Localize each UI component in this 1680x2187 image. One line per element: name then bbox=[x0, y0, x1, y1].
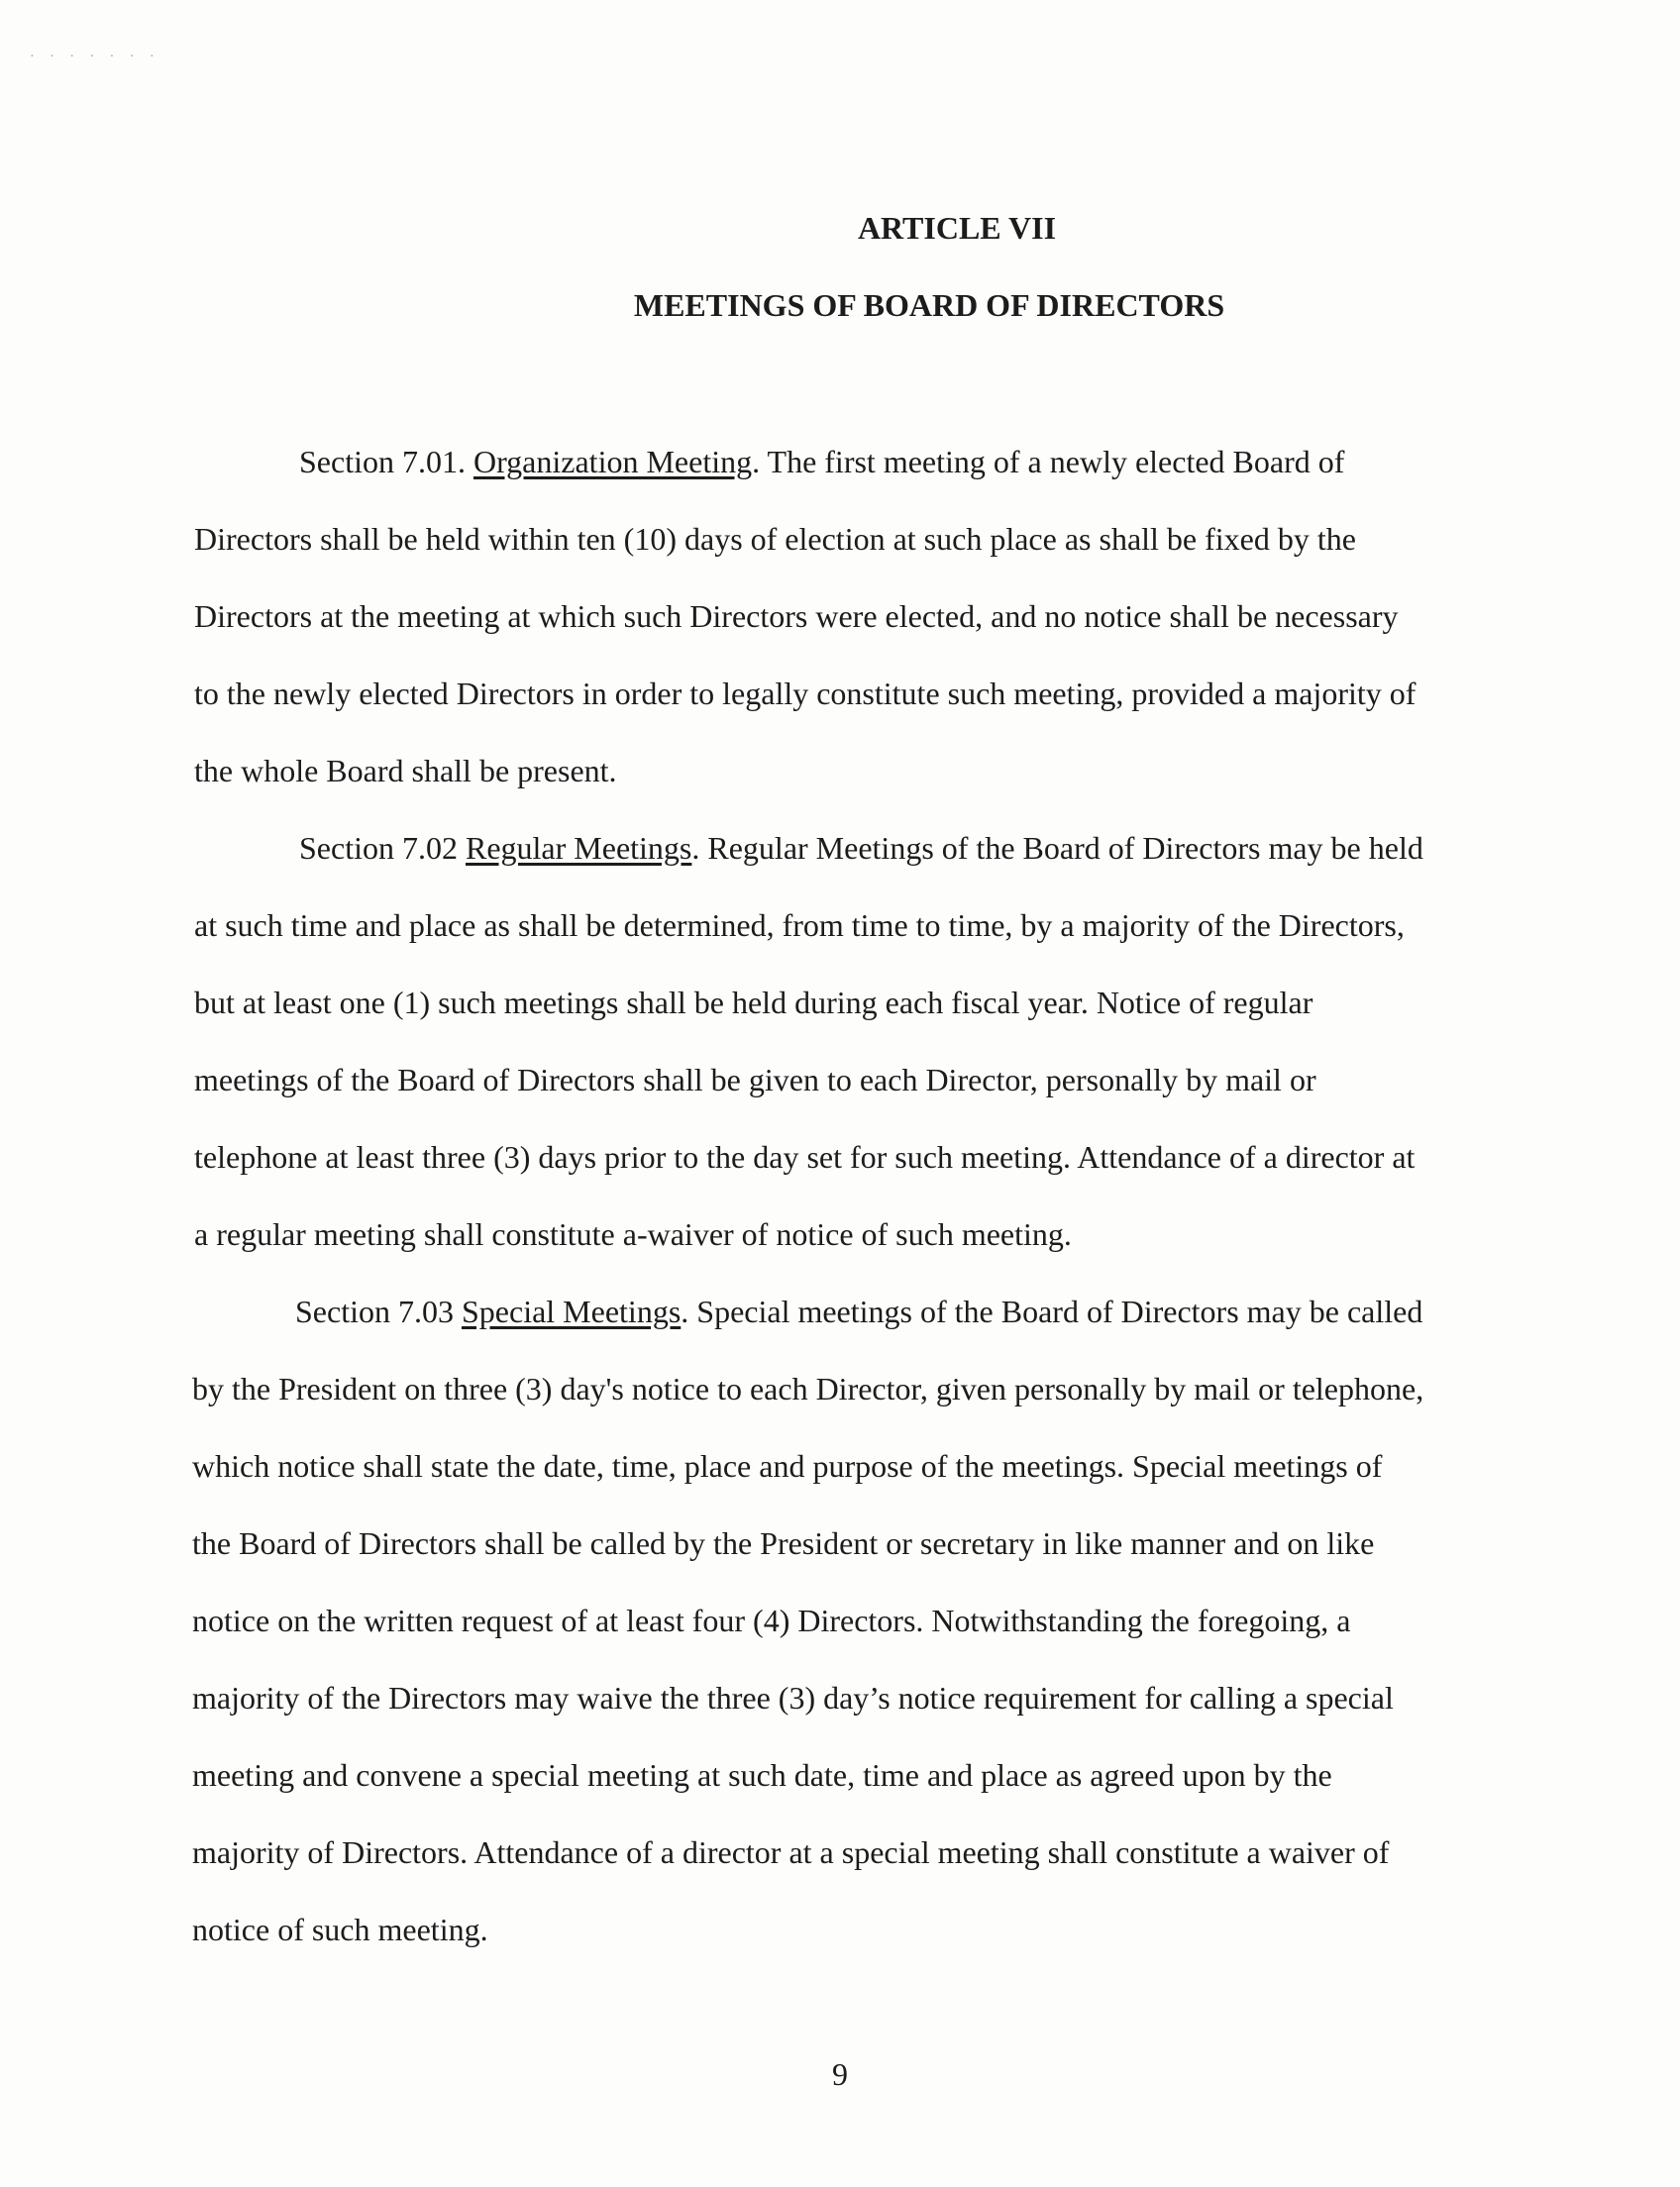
section-text-line: notice of such meeting. bbox=[192, 1912, 488, 1947]
section-text-line: a regular meeting shall constitute a-waiver of notice of such meeting. bbox=[194, 1216, 1072, 1252]
section-first-line bbox=[299, 828, 1423, 868]
section-text-line: . The first meeting of a newly elected Board of bbox=[752, 444, 1345, 479]
section-text-line: by the President on three (3) day's notice to each Director, given personally by mail or telephone, bbox=[192, 1371, 1424, 1406]
section-number: Section 7.01. bbox=[299, 444, 466, 479]
page-number: 9 bbox=[832, 2056, 848, 2092]
section-heading: Regular Meetings bbox=[465, 830, 692, 866]
article-subtitle: MEETINGS OF BOARD OF DIRECTORS bbox=[633, 287, 1225, 323]
section-text-line: which notice shall state the date, time, place and purpose of the meetings. Special meetings of bbox=[192, 1448, 1383, 1484]
section-text-line: majority of Directors. Attendance of a director at a special meeting shall constitute a waiver of bbox=[192, 1834, 1390, 1870]
section-text-line: meeting and convene a special meeting at such date, time and place as agreed upon by the bbox=[192, 1757, 1332, 1793]
section-text-line: meetings of the Board of Directors shall be given to each Director, personally by mail or bbox=[194, 1062, 1316, 1097]
scan-artifact-marks: · · · · · · · bbox=[30, 50, 160, 64]
section-text-line: to the newly elected Directors in order to legally constitute such meeting, provided a majority of bbox=[194, 676, 1417, 711]
section-heading: Special Meetings bbox=[461, 1294, 682, 1329]
section-text-line: . Special meetings of the Board of Directors may be called bbox=[681, 1294, 1423, 1329]
section-text-line: the Board of Directors shall be called by the President or secretary in like manner and on like bbox=[192, 1525, 1375, 1561]
section-first-line bbox=[299, 442, 1344, 481]
section-text-line: but at least one (1) such meetings shall be held during each fiscal year. Notice of regular bbox=[194, 985, 1313, 1020]
section-text-line: the whole Board shall be present. bbox=[194, 753, 617, 788]
section-number: Section 7.02 bbox=[299, 830, 458, 866]
section-text-line: Directors shall be held within ten (10) days of election at such place as shall be fixed by the bbox=[194, 521, 1356, 557]
section-number: Section 7.03 bbox=[295, 1294, 454, 1329]
section-text-line: notice on the written request of at least four (4) Directors. Notwithstanding the foregoing, a bbox=[192, 1603, 1351, 1638]
section-text-line: . Regular Meetings of the Board of Directors may be held bbox=[691, 830, 1423, 866]
section-text-line: majority of the Directors may waive the three (3) day’s notice requirement for calling a special bbox=[192, 1680, 1394, 1716]
section-text-line: Directors at the meeting at which such Directors were elected, and no notice shall be necessary bbox=[194, 598, 1399, 634]
article-title: ARTICLE VII bbox=[857, 210, 1057, 246]
section-text-line: telephone at least three (3) days prior to the day set for such meeting. Attendance of a director at bbox=[194, 1139, 1416, 1175]
section-first-line bbox=[295, 1292, 1422, 1331]
section-heading: Organization Meeting bbox=[472, 444, 753, 479]
section-text-line: at such time and place as shall be determined, from time to time, by a majority of the Directors, bbox=[194, 907, 1405, 943]
